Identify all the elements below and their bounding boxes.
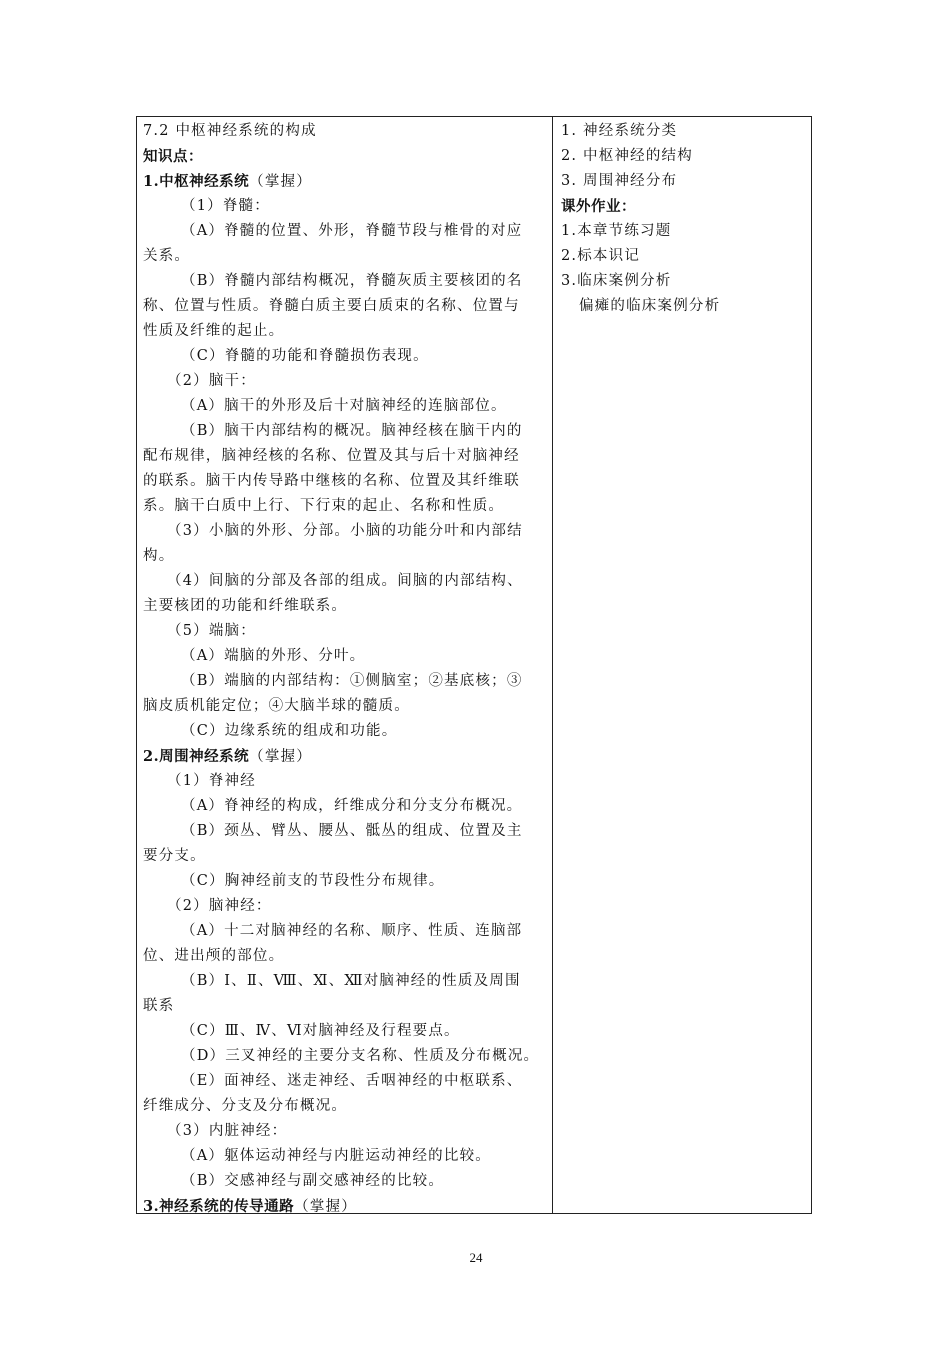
knowledge-line: （A）躯体运动神经与内脏运动神经的比较。: [181, 1148, 491, 1164]
knowledge-line: 性质及纤维的起止。: [143, 323, 285, 339]
knowledge-line: 纤维成分、分支及分布概况。: [143, 1098, 348, 1114]
knowledge-line: 称、位置与性质。脊髓白质主要白质束的名称、位置与: [143, 298, 520, 314]
knowledge-line: 主要核团的功能和纤维联系。: [143, 598, 348, 614]
knowledge-line: （2）脑神经：: [167, 898, 272, 914]
content-table: [136, 116, 812, 1214]
knowledge-line: （3）内脏神经：: [167, 1123, 288, 1139]
notes-column: [561, 119, 807, 319]
knowledge-line: （5）端脑：: [167, 623, 256, 639]
knowledge-line: （D）三叉神经的主要分支名称、性质及分布概况。: [181, 1048, 540, 1064]
knowledge-line: （A）脑干的外形及后十对脑神经的连脑部位。: [181, 398, 507, 414]
knowledge-section-heading: [143, 169, 547, 194]
knowledge-line: （B）颈丛、臂丛、腰丛、骶丛的组成、位置及主: [181, 823, 523, 839]
notes-line: 2. 中枢神经的结构: [561, 148, 693, 164]
notes-line: 1. 神经系统分类: [561, 123, 678, 139]
knowledge-line: 要分支。: [143, 848, 206, 864]
notes-label: 课外作业：: [561, 198, 636, 215]
notes-line: 3. 周围神经分布: [561, 173, 678, 189]
knowledge-line: （A）脊神经的构成，纤维成分和分支分布概况。: [181, 798, 523, 814]
mastery-level: （掌握）: [249, 749, 312, 765]
mastery-level: （掌握）: [249, 174, 312, 190]
knowledge-line: （2）脑干：: [167, 373, 256, 389]
notes-line: 2.标本识记: [561, 248, 641, 264]
notes-line: 3.临床案例分析: [561, 273, 672, 289]
knowledge-line: （3）小脑的外形、分部。小脑的功能分叶和内部结: [167, 523, 523, 539]
knowledge-line: 位、进出颅的部位。: [143, 948, 285, 964]
knowledge-line: （C）边缘系统的组成和功能。: [181, 723, 398, 739]
knowledge-line: （C）Ⅲ、Ⅳ、Ⅵ对脑神经及行程要点。: [181, 1023, 460, 1039]
knowledge-line: （A）端脑的外形、分叶。: [181, 648, 366, 664]
knowledge-line: （C）脊髓的功能和脊髓损伤表现。: [181, 348, 429, 364]
page-number: 24: [469, 1250, 483, 1265]
knowledge-line: 系。脑干白质中上行、下行束的起止、名称和性质。: [143, 498, 505, 514]
knowledge-line: 构。: [143, 548, 175, 564]
notes-line: 偏瘫的临床案例分析: [579, 298, 721, 314]
knowledge-label: 知识点：: [143, 148, 203, 165]
knowledge-line: （1）脊神经: [167, 773, 256, 789]
knowledge-line: （C）胸神经前支的节段性分布规律。: [181, 873, 445, 889]
knowledge-line: 的联系。脑干内传导路中继核的名称、位置及其纤维联: [143, 473, 520, 489]
knowledge-line: （A）脊髓的位置、外形，脊髓节段与椎骨的对应: [181, 223, 523, 239]
knowledge-section-heading: [143, 744, 547, 769]
knowledge-line: 脑皮质机能定位；④大脑半球的髓质。: [143, 698, 410, 714]
knowledge-line: （B）Ⅰ、Ⅱ、Ⅷ、Ⅺ、Ⅻ对脑神经的性质及周围: [181, 973, 521, 989]
knowledge-line: （1）脊髓：: [181, 198, 270, 214]
column-divider: [552, 117, 553, 1213]
section-title: 1.中枢神经系统: [143, 173, 250, 190]
knowledge-line: （A）十二对脑神经的名称、顺序、性质、连脑部: [181, 923, 523, 939]
knowledge-line: （B）端脑的内部结构：①侧脑室；②基底核；③: [181, 673, 523, 689]
section-title: 2.周围神经系统: [143, 748, 250, 765]
knowledge-line: 关系。: [143, 248, 191, 264]
mastery-level: （掌握）: [294, 1199, 357, 1215]
knowledge-line: （4）间脑的分部及各部的组成。间脑的内部结构、: [167, 573, 523, 589]
knowledge-points-column: [143, 119, 547, 1219]
notes-line: 1.本章节练习题: [561, 223, 672, 239]
knowledge-line: （B）交感神经与副交感神经的比较。: [181, 1173, 445, 1189]
knowledge-line: 7.2 中枢神经系统的构成: [143, 123, 317, 139]
knowledge-line: 联系: [143, 998, 175, 1014]
knowledge-line: （B）脊髓内部结构概况，脊髓灰质主要核团的名: [181, 273, 523, 289]
knowledge-line: 配布规律，脑神经核的名称、位置及其与后十对脑神经: [143, 448, 520, 464]
knowledge-line: （E）面神经、迷走神经、舌咽神经的中枢联系、: [181, 1073, 523, 1089]
knowledge-line: （B）脑干内部结构的概况。脑神经核在脑干内的: [181, 423, 523, 439]
section-title: 3.神经系统的传导通路: [143, 1198, 295, 1215]
knowledge-section-heading: [143, 1194, 547, 1219]
